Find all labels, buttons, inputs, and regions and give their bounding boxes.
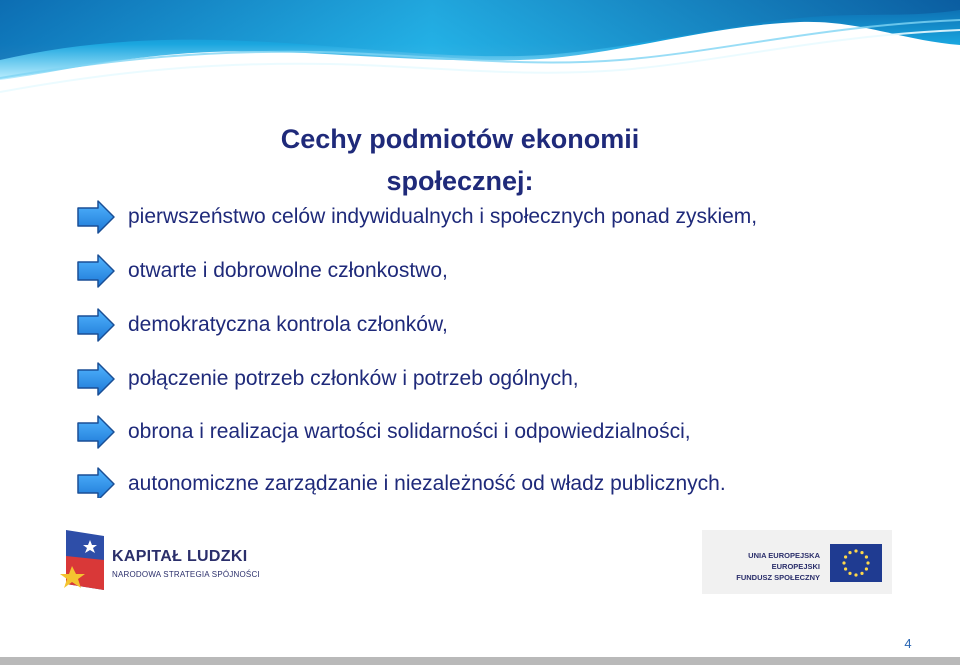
- bullet-text: otwarte i dobrowolne członkostwo,: [128, 259, 448, 282]
- kapital-ludzki-subtitle: NARODOWA STRATEGIA SPÓJNOŚCI: [112, 570, 260, 579]
- eu-line-2: EUROPEJSKI: [771, 562, 820, 571]
- bullet-item: [76, 305, 956, 345]
- bullet-item: [76, 359, 956, 399]
- kapital-ludzki-logo: [28, 498, 308, 620]
- eu-line-3: FUNDUSZ SPOŁECZNY: [736, 573, 820, 582]
- title-line-1: Cechy podmiotów ekonomii: [280, 124, 640, 154]
- title-line-2: społecznej:: [386, 166, 534, 196]
- arrow-right-icon: [76, 307, 116, 343]
- bullet-text: połączenie potrzeb członków i potrzeb ogólnych,: [128, 367, 579, 390]
- bullet-item: [76, 197, 956, 237]
- bullet-text: pierwszeństwo celów indywidualnych i społecznych ponad zyskiem,: [128, 205, 758, 228]
- slide-title: [240, 118, 680, 202]
- bullet-item: [76, 251, 956, 291]
- eu-flag-icon: [830, 544, 882, 582]
- bullet-item: [76, 412, 956, 452]
- eu-fund-logo: [702, 530, 892, 594]
- arrow-right-icon: [76, 361, 116, 397]
- eu-line-1: UNIA EUROPEJSKA: [748, 551, 820, 560]
- arrow-right-icon: [76, 253, 116, 289]
- page-number: 4: [904, 636, 912, 651]
- top-banner: [0, 0, 960, 110]
- bullet-text: autonomiczne zarządzanie i niezależność od władz publicznych.: [128, 472, 726, 495]
- kapital-ludzki-emblem-icon: [58, 526, 110, 596]
- bullet-text: obrona i realizacja wartości solidarności i odpowiedzialności,: [128, 420, 691, 443]
- bullet-text: demokratyczna kontrola członków,: [128, 313, 448, 336]
- bottom-bar: [0, 657, 960, 665]
- arrow-right-icon: [76, 199, 116, 235]
- kapital-ludzki-title: KAPITAŁ LUDZKI: [112, 548, 248, 565]
- arrow-right-icon: [76, 414, 116, 450]
- eu-fund-text: [708, 550, 820, 583]
- arrow-right-icon: [76, 466, 116, 502]
